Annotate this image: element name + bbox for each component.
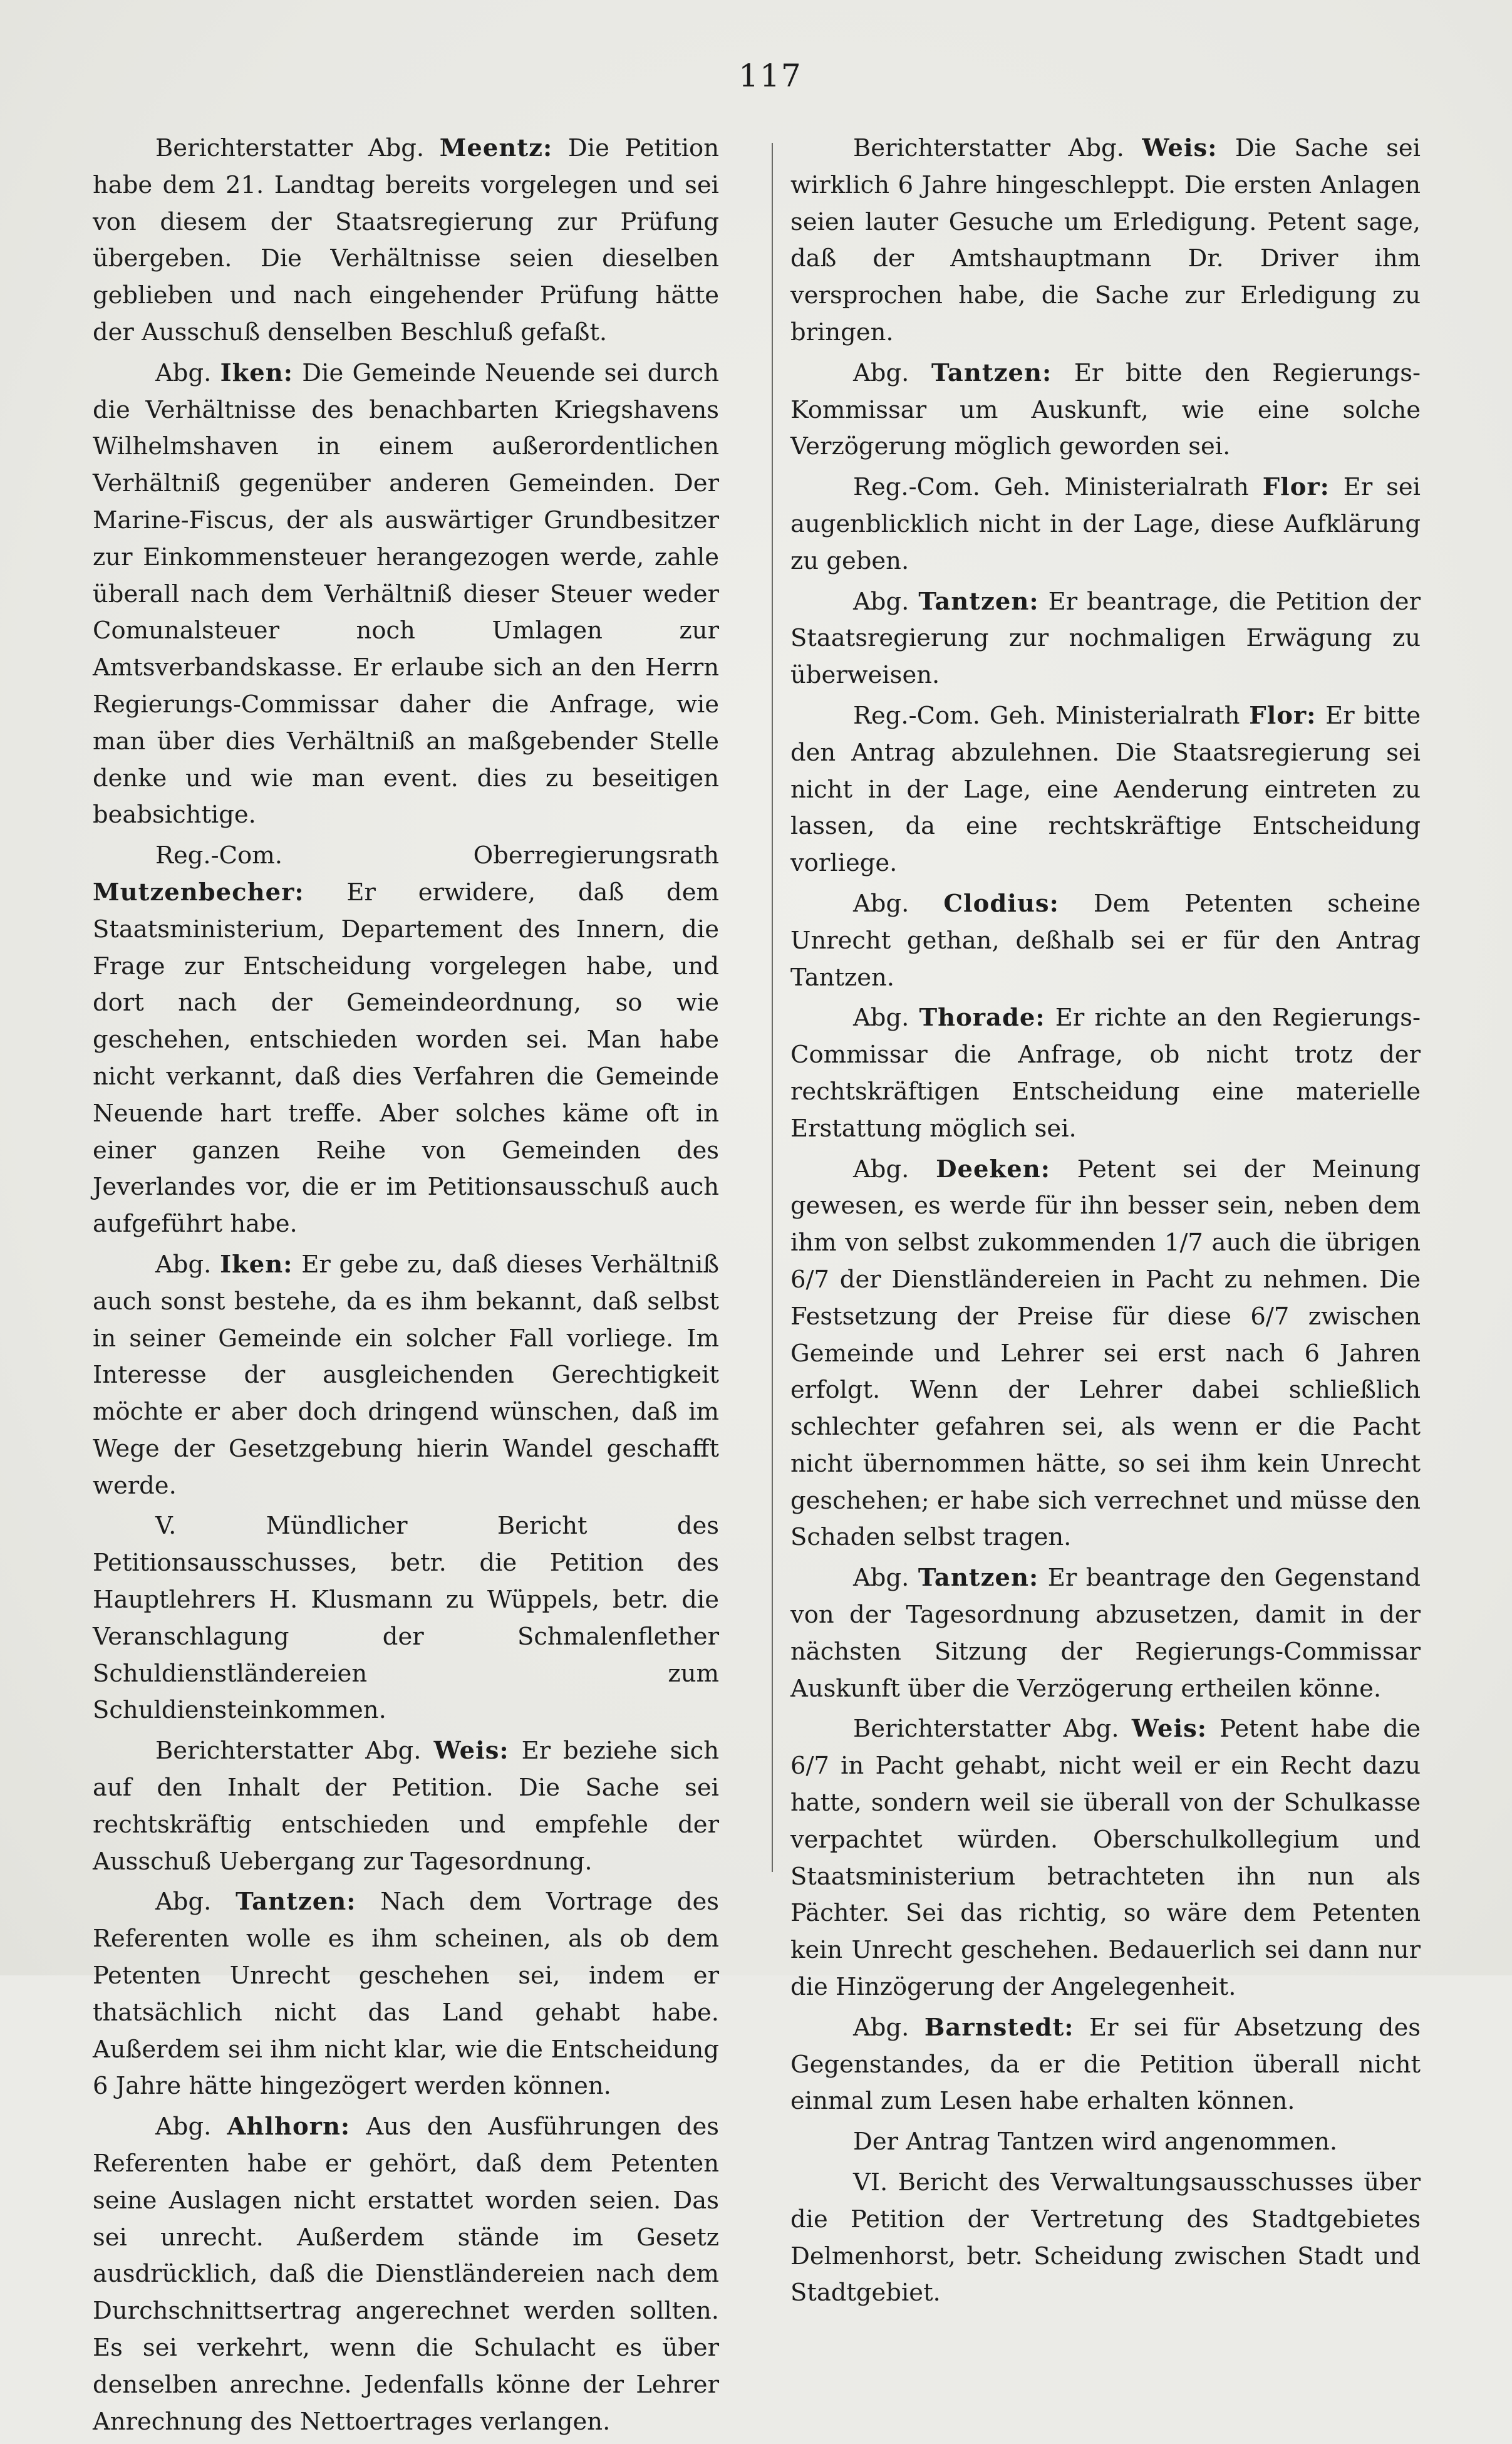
resolution-line: Der Antrag Tantzen wird angenommen. (853, 2128, 1338, 2156)
speaker-name: Weis: (1142, 134, 1218, 162)
column-divider (772, 143, 773, 1872)
paragraph: Reg.-Com. Oberregierungsrath Mutzenbecher: Er erwidere, daß dem Staatsministerium, Departement des Innern, die Frage zur Entscheidung vorgelegen habe, und dort nach der Gemeindeordnung, so wie geschehen, entschieden worden sei. Man habe nicht verkannt, daß dies Verfahren die Gemeinde Neuende hart treffe. Aber solches käme oft in einer ganzen Reihe von Gemeinden des Jeverlandes vor, die er im Petitionsausschuß auch aufgeführt habe. (93, 841, 719, 1239)
paragraph: Berichterstatter Abg. Weis: Er beziehe sich auf den Inhalt der Petition. Die Sache sei rechtskräftig entschieden und empfehle der Ausschuß Uebergang zur Tagesordnung. (93, 1737, 719, 1876)
section-heading: V. Mündlicher Bericht des Petitionsausschusses, betr. die Petition des Hauptlehrers H. Klusmann zu Wüppels, betr. die Veranschlagung der Schmalenflether Schuldienstländereien zum Schuldiensteinkommen. (93, 1512, 719, 1725)
left-column (93, 130, 719, 2444)
paragraph: Reg.-Com. Geh. Ministerialrath Flor: Er bitte den Antrag abzulehnen. Die Staatsregierung sei nicht in der Lage, eine Aenderung eintreten zu lassen, da eine rechtskräftige Entscheidung vorliege. (790, 701, 1421, 878)
paragraph: Berichterstatter Abg. Meentz: Die Petition habe dem 21. Landtag bereits vorgelegen und sei von diesem der Staatsregierung zur Prüfung übergeben. Die Verhältnisse seien dieselben geblieben und nach eingehender Prüfung hätte der Ausschuß denselben Beschluß gefaßt. (93, 134, 719, 346)
speaker-name: Ahlhorn: (227, 2113, 351, 2141)
speaker-name: Flor: (1262, 473, 1330, 502)
right-column (790, 130, 1421, 2316)
speaker-name: Flor: (1249, 701, 1317, 730)
section-heading: VI. Bericht des Verwaltungsausschusses über die Petition der Vertretung des Stadtgebietes Delmenhorst, betr. Scheidung zwischen Stadt und Stadtgebiet. (790, 2168, 1421, 2307)
paragraph: Abg. Clodius: Dem Petenten scheine Unrecht gethan, deßhalb sei er für den Antrag Tantzen. (790, 889, 1421, 992)
paragraph: Abg. Tantzen: Nach dem Vortrage des Referenten wolle es ihm scheinen, als ob dem Petenten Unrecht geschehen sei, indem er thatsächlich nicht das Land gehabt habe. Außerdem sei ihm nicht klar, wie die Entscheidung 6 Jahre hätte hingezögert werden können. (93, 1888, 719, 2101)
paragraph: Abg. Tantzen: Er beantrage, die Petition der Staatsregierung zur nochmaligen Erwägung zu überweisen. (790, 587, 1421, 690)
paragraph: Abg. Ahlhorn: Aus den Ausführungen des Referenten habe er gehört, daß dem Petenten seine Auslagen nicht erstattet worden seien. Das sei unrecht. Außerdem stände im Gesetz ausdrücklich, daß die Dienstländereien nach dem Durchschnittsertrag angerechnet werden sollten. Es sei verkehrt, wenn die Schulacht es über denselben anrechne. Jedenfalls könne der Lehrer Anrechnung des Nettoertrages verlangen. (93, 2113, 719, 2436)
paragraph: Abg. Tantzen: Er bitte den Regierungs-Kommissar um Auskunft, wie eine solche Verzögerung möglich geworden sei. (790, 358, 1421, 461)
paragraph: Berichterstatter Abg. Weis: Die Sache sei wirklich 6 Jahre hingeschleppt. Die ersten Anlagen seien lauter Gesuche um Erledigung. Petent sage, daß der Amtshauptmann Dr. Driver ihm versprochen habe, die Sache zur Erledigung zu bringen. (790, 134, 1421, 346)
paragraph: Abg. Deeken: Petent sei der Meinung gewesen, es werde für ihn besser sein, neben dem ihm von selbst zukommenden 1/7 auch die übrigen 6/7 der Dienstländereien in Pacht zu nehmen. Die Festsetzung der Preise für diese 6/7 zwischen Gemeinde und Lehrer sei erst nach 6 Jahren erfolgt. Wenn der Lehrer dabei schließlich schlechter gefahren sei, als wenn er die Pacht nicht übernommen hätte, so sei ihm kein Unrecht geschehen; er habe sich verrechnet und müsse den Schaden selbst tragen. (790, 1155, 1421, 1552)
speaker-name: Weis: (1131, 1715, 1207, 1744)
paragraph: Abg. Thorade: Er richte an den Regierungs-Commissar die Anfrage, ob nicht trotz der rechtskräftigen Entscheidung eine materielle Erstattung möglich sei. (790, 1004, 1421, 1143)
speaker-name: Iken: (220, 1250, 293, 1279)
speaker-name: Tantzen: (931, 358, 1052, 387)
speaker-name: Tantzen: (918, 587, 1039, 616)
paragraph: Abg. Tantzen: Er beantrage den Gegenstand von der Tagesordnung abzusetzen, damit in der nächsten Sitzung der Regierungs-Commissar Auskunft über die Verzögerung ertheilen könne. (790, 1564, 1421, 1703)
speaker-name: Barnstedt: (924, 2013, 1074, 2042)
speaker-name: Tantzen: (236, 1888, 356, 1916)
paragraph: Reg.-Com. Geh. Ministerialrath Flor: Er sei augenblicklich nicht in der Lage, diese Aufklärung zu geben. (790, 473, 1421, 575)
speaker-name: Deeken: (936, 1155, 1050, 1183)
speaker-name: Iken: (220, 358, 293, 387)
speaker-name: Meentz: (439, 134, 553, 162)
paragraph: Berichterstatter Abg. Weis: Petent habe die 6/7 in Pacht gehabt, nicht weil er ein Recht dazu hatte, sondern weil sie überall von der Schulkasse verpachtet würden. Oberschulkollegium und Staatsministerium betrachteten ihn nun als Pächter. Sei das richtig, so wäre dem Petenten kein Unrecht geschehen. Bedauerlich sei dann nur die Hinzögerung der Angelegenheit. (790, 1715, 1421, 2002)
speaker-name: Mutzenbecher: (93, 878, 304, 907)
paragraph: Abg. Iken: Die Gemeinde Neuende sei durch die Verhältnisse des benachbarten Kriegshavens Wilhelmshaven in einem außerordentlichen Verhältniß gegenüber anderen Gemeinden. Der Marine-Fiscus, der als auswärtiger Grundbesitzer zur Einkommensteuer herangezogen werde, zahle überall nach dem Verhältniß dieser Steuer weder Comunalsteuer noch Umlagen zur Amtsverbandskasse. Er erlaube sich an den Herrn Regierungs-Commissar daher die Anfrage, wie man über dies Verhältniß an maßgebender Stelle denke und wie man event. dies zu beseitigen beabsichtige. (93, 358, 720, 829)
speaker-name: Clodius: (943, 889, 1059, 918)
speaker-name: Weis: (433, 1737, 509, 1765)
speaker-name: Thorade: (919, 1004, 1045, 1032)
page-number: 117 (738, 58, 802, 94)
speaker-name: Tantzen: (918, 1564, 1039, 1593)
paragraph: Abg. Iken: Er gebe zu, daß dieses Verhältniß auch sonst bestehe, da es ihm bekannt, daß selbst in seiner Gemeinde ein solcher Fall vorliege. Im Interesse der ausgleichenden Gerechtigkeit möchte er aber doch dringend wünschen, daß im Wege der Gesetzgebung hierin Wandel geschafft werde. (93, 1250, 719, 1500)
paragraph: Abg. Barnstedt: Er sei für Absetzung des Gegenstandes, da er die Petition überall nicht einmal zum Lesen habe erhalten können. (790, 2013, 1421, 2116)
